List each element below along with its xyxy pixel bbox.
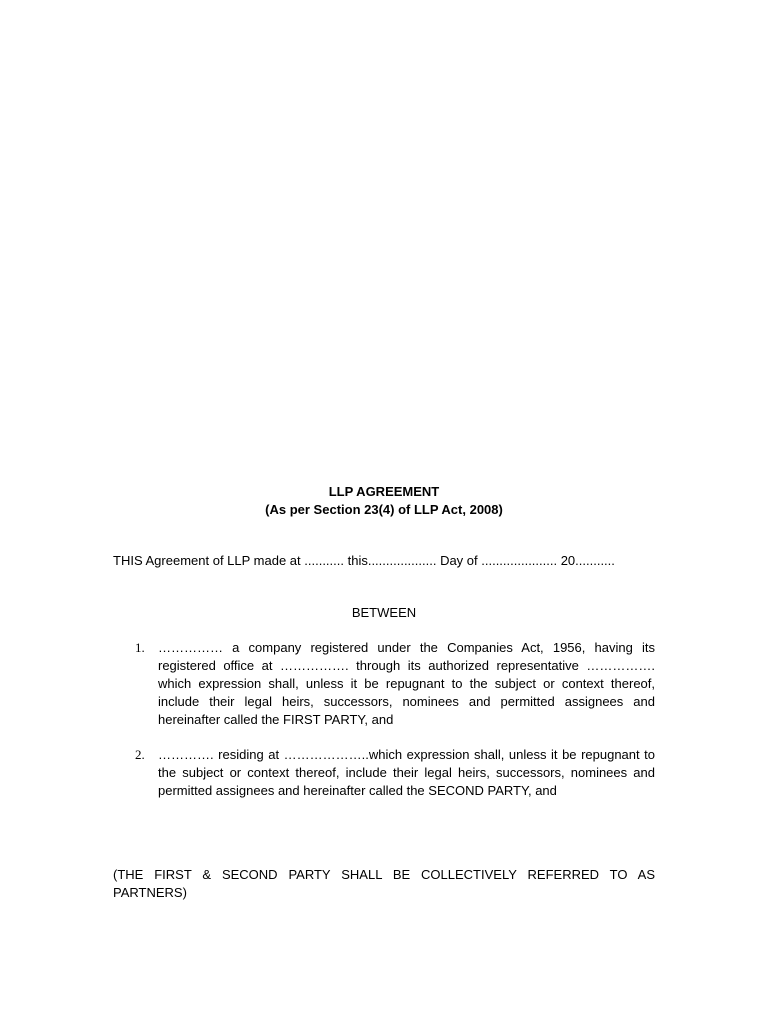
document-title: LLP AGREEMENT (328, 484, 440, 499)
between-heading: BETWEEN (351, 605, 417, 620)
party-item-first (113, 639, 655, 729)
closing-paragraph: (THE FIRST & SECOND PARTY SHALL BE COLLECTIVELY REFERRED TO AS PARTNERS) (113, 867, 655, 900)
party-number: 2. (135, 747, 145, 762)
intro-paragraph: THIS Agreement of LLP made at ........... this................... Day of ..................... 20........... (113, 553, 615, 568)
party-text: …………… a company registered under the Companies Act, 1956, having its registered office at ……………. through its authorized representative ……………. which expression shall, unless it be repugnant to the subject or context thereof, include their legal heirs, successors, nominees and permitted assignees and hereinafter called the FIRST PARTY, and (158, 640, 655, 727)
document-subtitle: (As per Section 23(4) of LLP Act, 2008) (265, 502, 503, 517)
party-item-second (113, 746, 655, 800)
party-text: …………. residing at ………………..which expression shall, unless it be repugnant to the subject or context thereof, include their legal heirs, successors, nominees and permitted assignees and hereinafter called the SECOND PARTY, and (158, 747, 655, 798)
party-number: 1. (135, 640, 145, 655)
